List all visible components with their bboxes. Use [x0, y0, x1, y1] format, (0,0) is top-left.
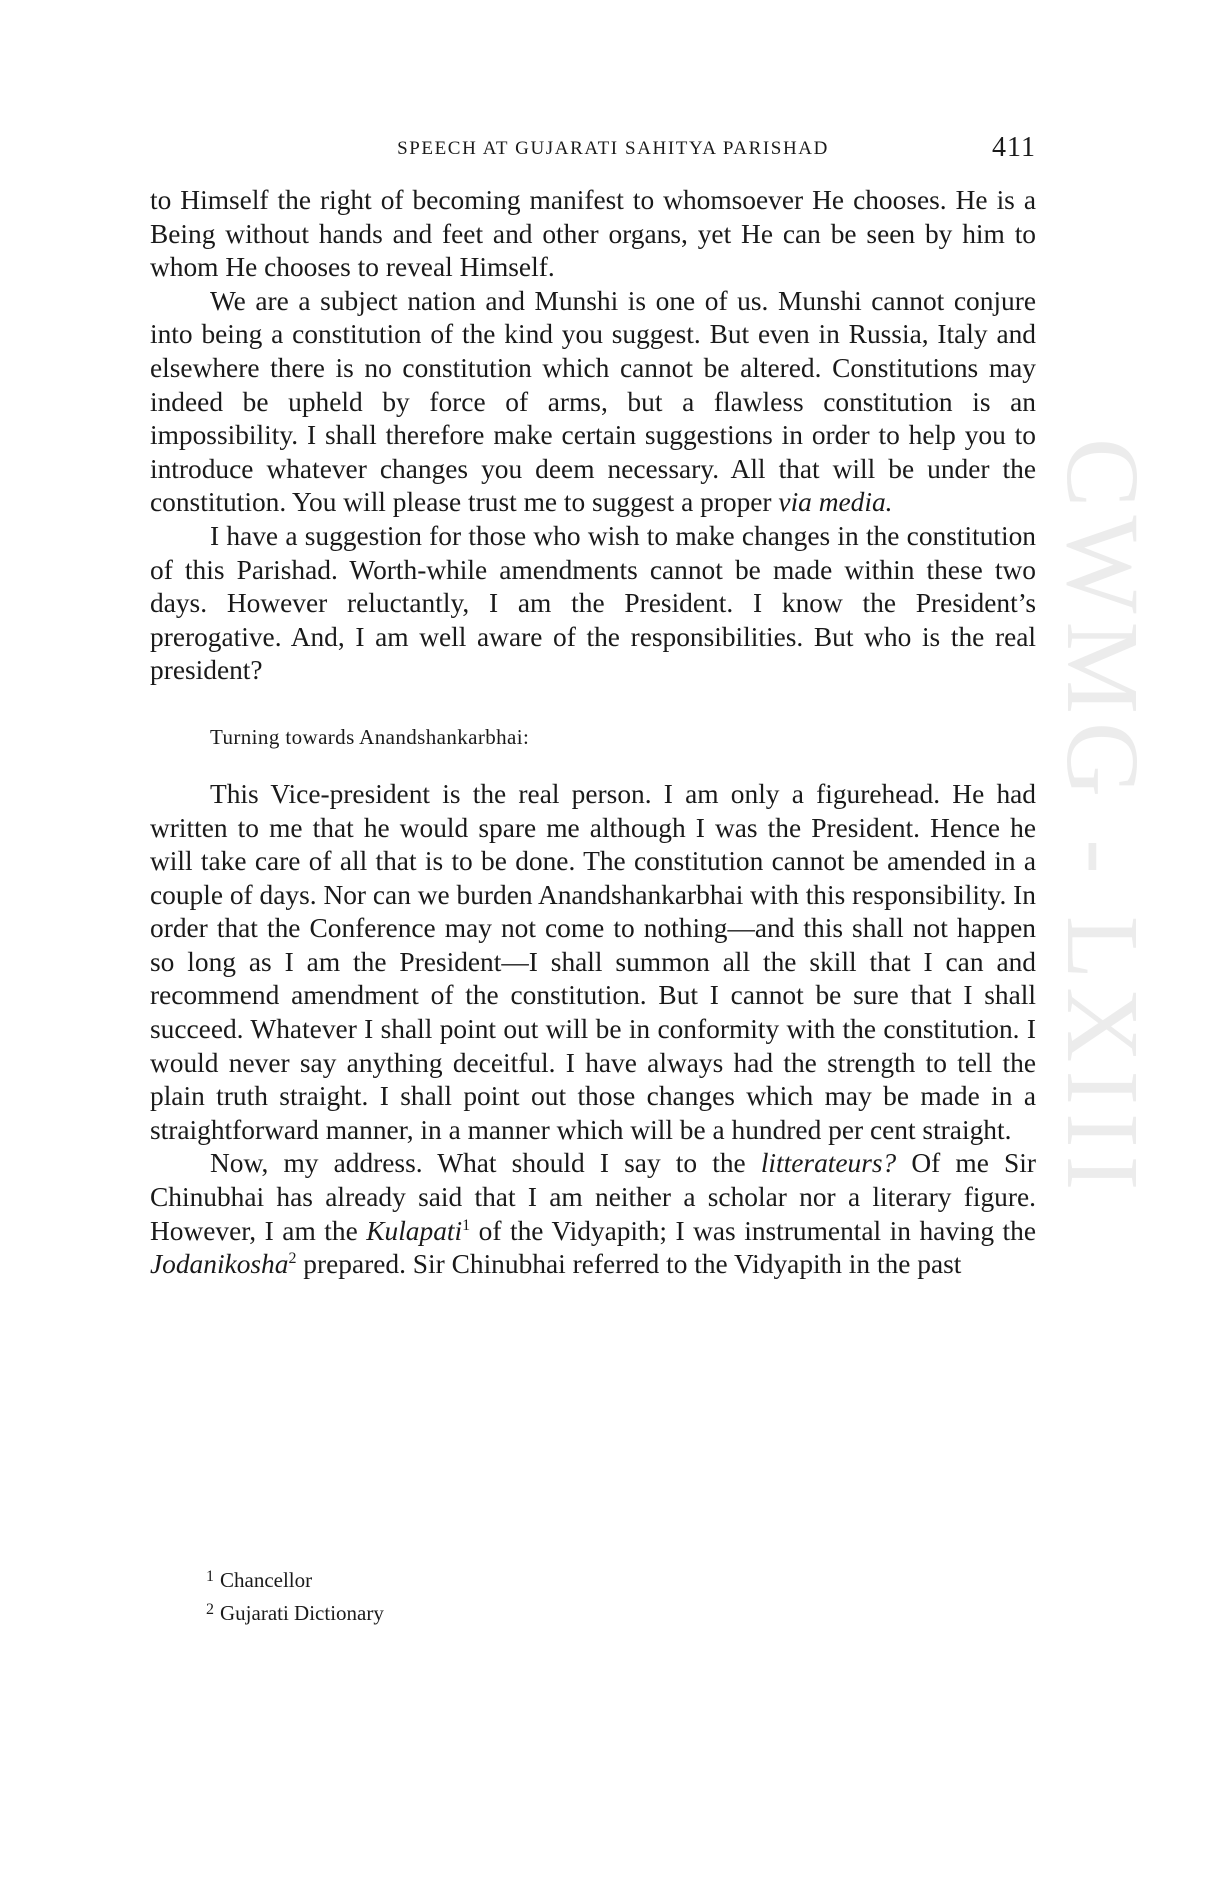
footnotes — [150, 1562, 1036, 1628]
paragraph-2 — [150, 285, 1036, 520]
stage-direction: Turning towards Anandshankarbhai: — [210, 724, 530, 749]
paragraph-2-text: We are a subject nation and Munshi is one of us. Munshi cannot conjure into being a constitution of the kind you suggest. But even in Russia, Italy and elsewhere there is no constitution which cannot be altered. Constitutions may indeed be upheld by force of arms, but a flawless constitution is an impossibility. I shall therefore make certain suggestions in order to help you to introduce whatever changes you deem necessary. All that will be under the constitution. You will please trust me to suggest a proper — [150, 285, 1036, 518]
via-media-italic: via media. — [778, 487, 893, 518]
footnote-2 — [150, 1595, 1036, 1628]
footnote-2-mark: 2 — [206, 1601, 214, 1618]
footnote-2-text: Gujarati Dictionary — [220, 1601, 384, 1625]
paragraph-5 — [150, 1147, 1036, 1281]
footnote-1-mark: 1 — [206, 1568, 214, 1585]
running-title: SPEECH AT GUJARATI SAHITYA PARISHAD — [397, 138, 829, 159]
paragraph-5-part4: prepared. Sir Chinubhai referred to the Vidyapith in the past — [296, 1249, 962, 1280]
paragraph-5-part3: of the Vidyapith; I was instrumental in having the — [470, 1215, 1036, 1246]
paragraph-5-part1: Now, my address. What should I say to the — [210, 1148, 761, 1179]
paragraph-1: to Himself the right of becoming manifest to whomsoever He chooses. He is a Being without hands and feet and other organs, yet He can be seen by him to whom He chooses to reveal Himself. — [150, 185, 1036, 283]
paragraph-3: I have a suggestion for those who wish to make changes in the constitution of this Parishad. Worth-while amendments cannot be made within these two days. However reluctantly, I am the President. I know the President’s prerogative. And, I am well aware of the responsibilities. But who is the real president? — [150, 520, 1036, 686]
page-number: 411 — [992, 132, 1036, 163]
footnote-ref-1: 1 — [462, 1216, 471, 1234]
paragraph-4: This Vice-president is the real person. I am only a figurehead. He had written to me that he would spare me although I was the President. Hence he will take care of all that is to be done. The constitution cannot be amended in a couple of days. Nor can we burden Anandshankarbhai with this responsibility. In order that the Conference may not come to nothing—and this shall not happen so long as I am the President—I shall summon all the skill that I can and recommend amendment of the constitution. But I cannot be sure that I shall succeed. Whatever I shall point out will be in conformity with the constitution. I would never say anything deceitful. I have always had the strength to tell the plain truth straight. I shall point out those changes which may be made in a straightforward manner, in a manner which will be a hundred per cent straight. — [150, 778, 1036, 1145]
footnote-1-text: Chancellor — [220, 1568, 313, 1592]
watermark: CWMG - LXIII — [1045, 438, 1160, 1199]
body-text — [150, 184, 1036, 1282]
footnote-1 — [150, 1562, 1036, 1595]
running-head — [150, 132, 1036, 166]
jodanikosha-italic: Jodanikosha — [150, 1249, 289, 1280]
paragraph-5-part2: Of me Sir Chinubhai has already said that I am neither a scholar nor a literary figure. However, I am the — [150, 1148, 1036, 1246]
footnote-ref-2: 2 — [288, 1250, 297, 1268]
kulapati-italic: Kulapati — [366, 1215, 463, 1246]
litterateurs-italic: litterateurs? — [760, 1148, 897, 1179]
